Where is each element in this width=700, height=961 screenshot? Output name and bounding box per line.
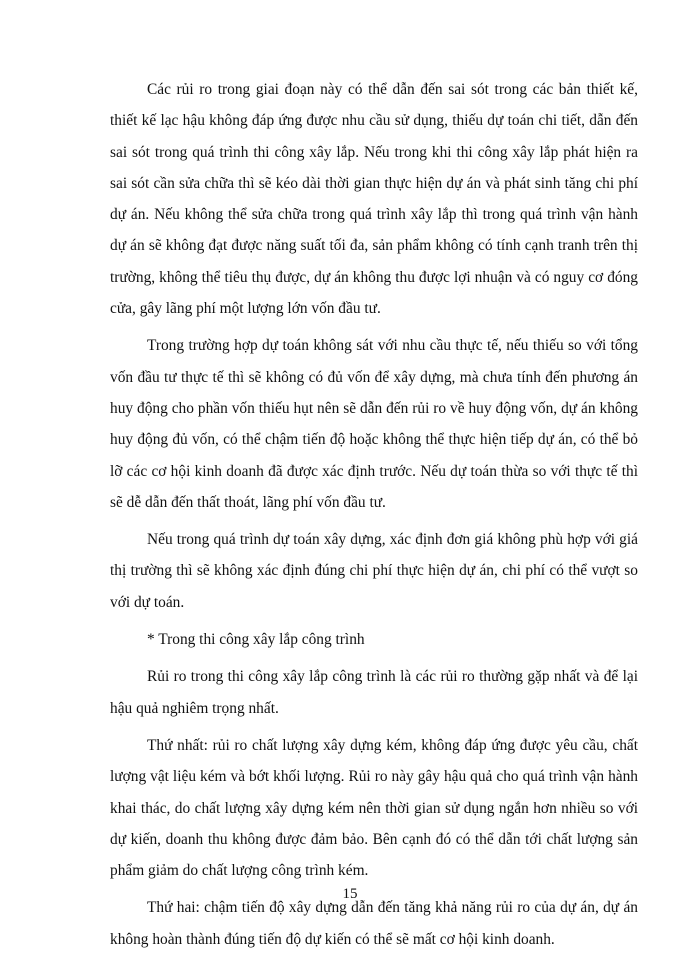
paragraph-estimate-shortfall: Trong trường hợp dự toán không sát với nhu cầu thực tế, nếu thiếu so với tổng vốn đầu tư thực tế thì sẽ không có đủ vốn để xây dựng, mà chưa tính đến phương án huy động cho phần vốn thiếu hụt nên sẽ dẫn đến rủi ro về huy động vốn, dự án không huy động đủ vốn, có thể chậm tiến độ hoặc không thể thực hiện tiếp dự án, có thể bỏ lỡ các cơ hội kinh doanh đã được xác định trước. Nếu dự toán thừa so với thực tế thì sẽ dễ dẫn đến thất thoát, lãng phí vốn đầu tư. <box>110 337 638 511</box>
paragraph-unit-price: Nếu trong quá trình dự toán xây dựng, xác định đơn giá không phù hợp với giá thị trường thì sẽ không xác định đúng chi phí thực hiện dự án, chi phí có thể vượt so với dự toán. <box>110 531 638 611</box>
section-heading-construction: * Trong thi công xây lắp công trình <box>147 631 365 649</box>
paragraph-construction-risks: Rủi ro trong thi công xây lắp công trình là các rủi ro thường gặp nhất và để lại hậu quả nghiêm trọng nhất. <box>110 668 638 717</box>
paragraph-first-quality: Thứ nhất: rủi ro chất lượng xây dựng kém, không đáp ứng được yêu cầu, chất lượng vật liệu kém và bớt khối lượng. Rủi ro này gây hậu quả cho quá trình vận hành khai thác, do chất lượng xây dựng kém nên thời gian sử dụng ngắn hơn nhiều so với dự kiến, doanh thu không được đảm bảo. Bên cạnh đó có thể dẫn tới chất lượng sản phẩm giảm do chất lượng công trình kém. <box>110 736 638 880</box>
body-text <box>110 74 638 961</box>
paragraph-design-risks: Các rủi ro trong giai đoạn này có thể dẫn đến sai sót trong các bản thiết kế, thiết kế lạc hậu không đáp ứng được nhu cầu sử dụng, thiếu dự toán chi tiết, dẫn đến sai sót trong quá trình thi công xây lắp. Nếu trong khi thi công xây lắp phát hiện ra sai sót cần sửa chữa thì sẽ kéo dài thời gian thực hiện dự án và phát sinh tăng chi phí dự án. Nếu không thể sửa chữa trong quá trình xây lắp thì trong quá trình vận hành dự án sẽ không đạt được năng suất tối đa, sản phẩm không có tính cạnh tranh trên thị trường, không thể tiêu thụ được, dự án không thu được lợi nhuận và có nguy cơ đóng cửa, gây lãng phí một lượng lớn vốn đầu tư. <box>110 81 638 318</box>
page-number: 15 <box>342 886 358 902</box>
paragraph-second-schedule: Thứ hai: chậm tiến độ xây dựng dẫn đến tăng khả năng rủi ro của dự án, dự án không hoàn thành đúng tiến độ dự kiến có thể sẽ mất cơ hội kinh doanh. <box>110 899 638 948</box>
